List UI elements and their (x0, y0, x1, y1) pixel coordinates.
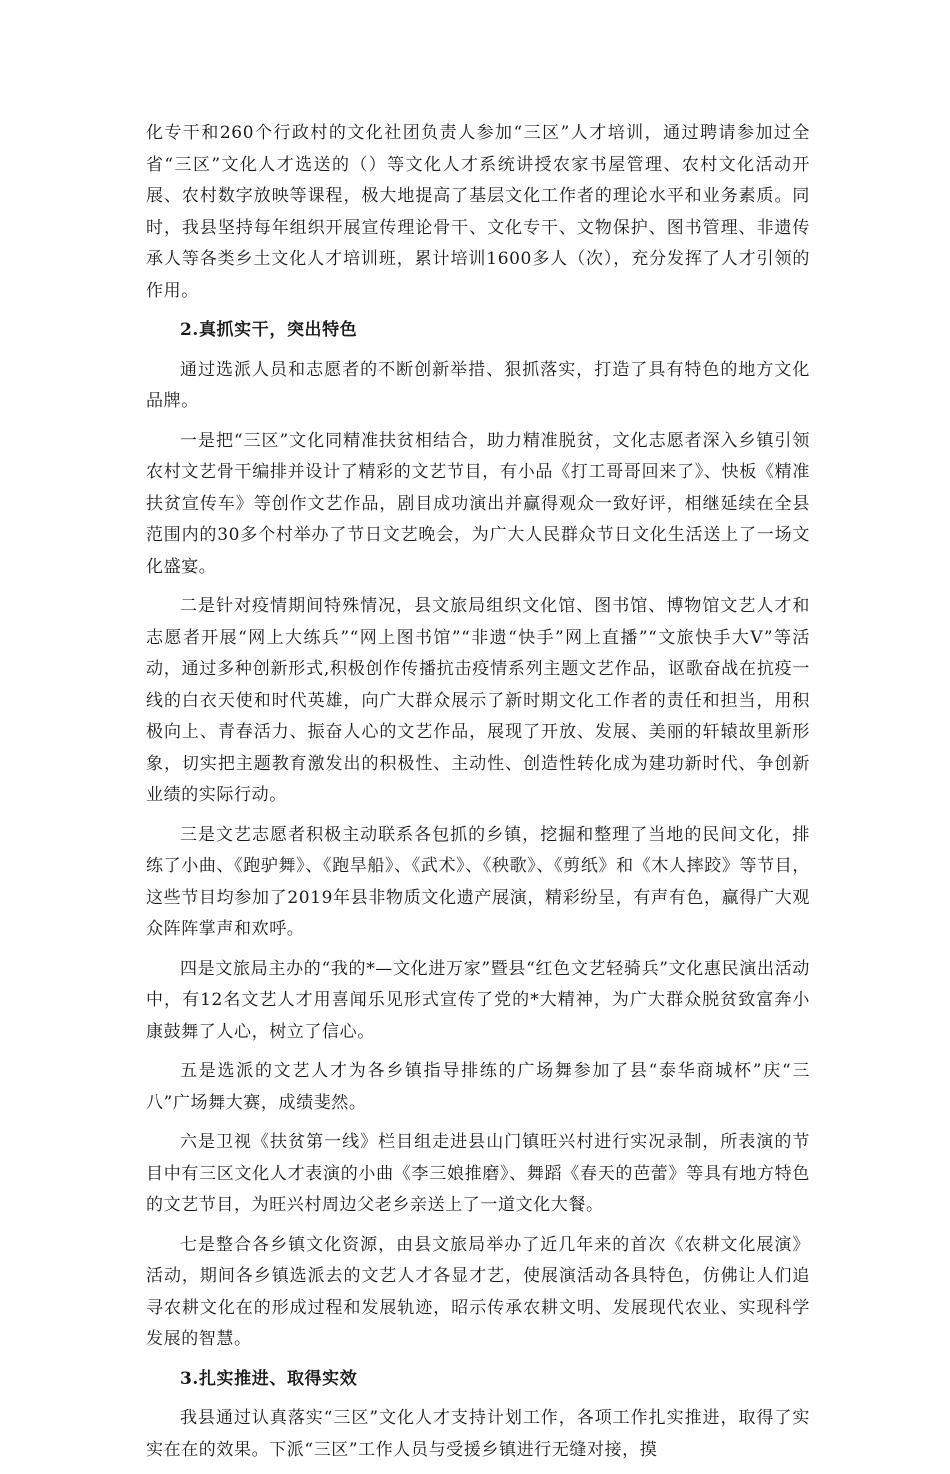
paragraph-results: 我县通过认真落实“三区”文化人才支持计划工作，各项工作扎实推进，取得了实实在在的效果。下派“三区”工作人员与受援乡镇进行无缝对接，摸 (146, 1408, 810, 1460)
section-heading-2: 2.真抓实干，突出特色 (180, 320, 358, 340)
paragraph-item-6: 六是卫视《扶贫第一线》栏目组走进县山门镇旺兴村进行实况录制，所表演的节目中有三区文化人才表演的小曲《李三娘推磨》、舞蹈《春天的芭蕾》等具有地方特色的文艺节目，为旺兴村周边父老乡亲送上了一道文化大餐。 (146, 1132, 810, 1215)
section-heading-3: 3.扎实推进、取得实效 (180, 1368, 358, 1389)
paragraph-item-1: 一是把“三区”文化同精准扶贫相结合，助力精准脱贫，文化志愿者深入乡镇引领农村文艺骨干编排并设计了精彩的文艺节目，有小品《打工哥哥回来了》、快板《精准扶贫宣传车》等创作文艺作品，剧目成功演出并赢得观众一致好评，相继延续在全县范围内的30多个村举办了节日文艺晚会，为广大人民群众节日文化生活送上了一场文化盛宴。 (146, 430, 810, 577)
paragraph-item-2: 二是针对疫情期间特殊情况，县文旅局组织文化馆、图书馆、博物馆文艺人才和志愿者开展“网上大练兵”“网上图书馆”“非遗“快手”网上直播”“文旅快手大V”等活动，通过多种创新形式,积极创作传播抗击疫情系列主题文艺作品，讴歌奋战在抗疫一线的白衣天使和时代英雄，向广大群众展示了新时期文化工作者的责任和担当，用积极向上、青春活力、振奋人心的文艺作品，展现了开放、发展、美丽的轩辕故里新形象，切实把主题教育激发出的积极性、主动性、创造性转化成为建功新时代、争创新业绩的实际行动。 (146, 596, 810, 805)
paragraph-intro: 通过选派人员和志愿者的不断创新举措、狠抓落实，打造了具有特色的地方文化品牌。 (146, 359, 810, 411)
paragraph-item-4: 四是文旅局主办的“我的*—文化进万家”暨县“红色文艺轻骑兵”文化惠民演出活动中，有12名文艺人才用喜闻乐见形式宣传了党的*大精神，为广大群众脱贫致富奔小康鼓舞了人心，树立了信心。 (146, 958, 810, 1042)
paragraph-item-3: 三是文艺志愿者积极主动联系各包抓的乡镇，挖掘和整理了当地的民间文化，排练了小曲、《跑驴舞》、《跑旱船》、《武术》、《秧歌》、《剪纸》和《木人摔跤》等节目，这些节目均参加了2019年县非物质文化遗产展演，精彩纷呈，有声有色，赢得广大观众阵阵掌声和欢呼。 (146, 824, 810, 939)
paragraph-item-7: 七是整合各乡镇文化资源，由县文旅局举办了近几年来的首次《农耕文化展演》活动，期间各乡镇选派去的文艺人才各显才艺，使展演活动各具特色，仿佛让人们追寻农耕文化在的形成过程和发展轨迹，昭示传承农耕文明、发展现代农业、实现科学发展的智慧。 (146, 1234, 810, 1349)
paragraph-item-5: 五是选派的文艺人才为各乡镇指导排练的广场舞参加了县“泰华商城杯”庆“三八”广场舞大赛，成绩斐然。 (146, 1061, 810, 1113)
paragraph-training: 化专干和260个行政村的文化社团负责人参加“三区”人才培训，通过聘请参加过全省“三区”文化人才选送的（）等文化人才系统讲授农家书屋管理、农村文化活动开展、农村数字放映等课程，极大地提高了基层文化工作者的理论水平和业务素质。同时，我县坚持每年组织开展宣传理论骨干、文化专干、文物保护、图书管理、非遗传承人等各类乡土文化人才培训班，累计培训1600多人（次），充分发挥了人才引领的作用。 (146, 123, 810, 301)
document-page (146, 118, 810, 1474)
